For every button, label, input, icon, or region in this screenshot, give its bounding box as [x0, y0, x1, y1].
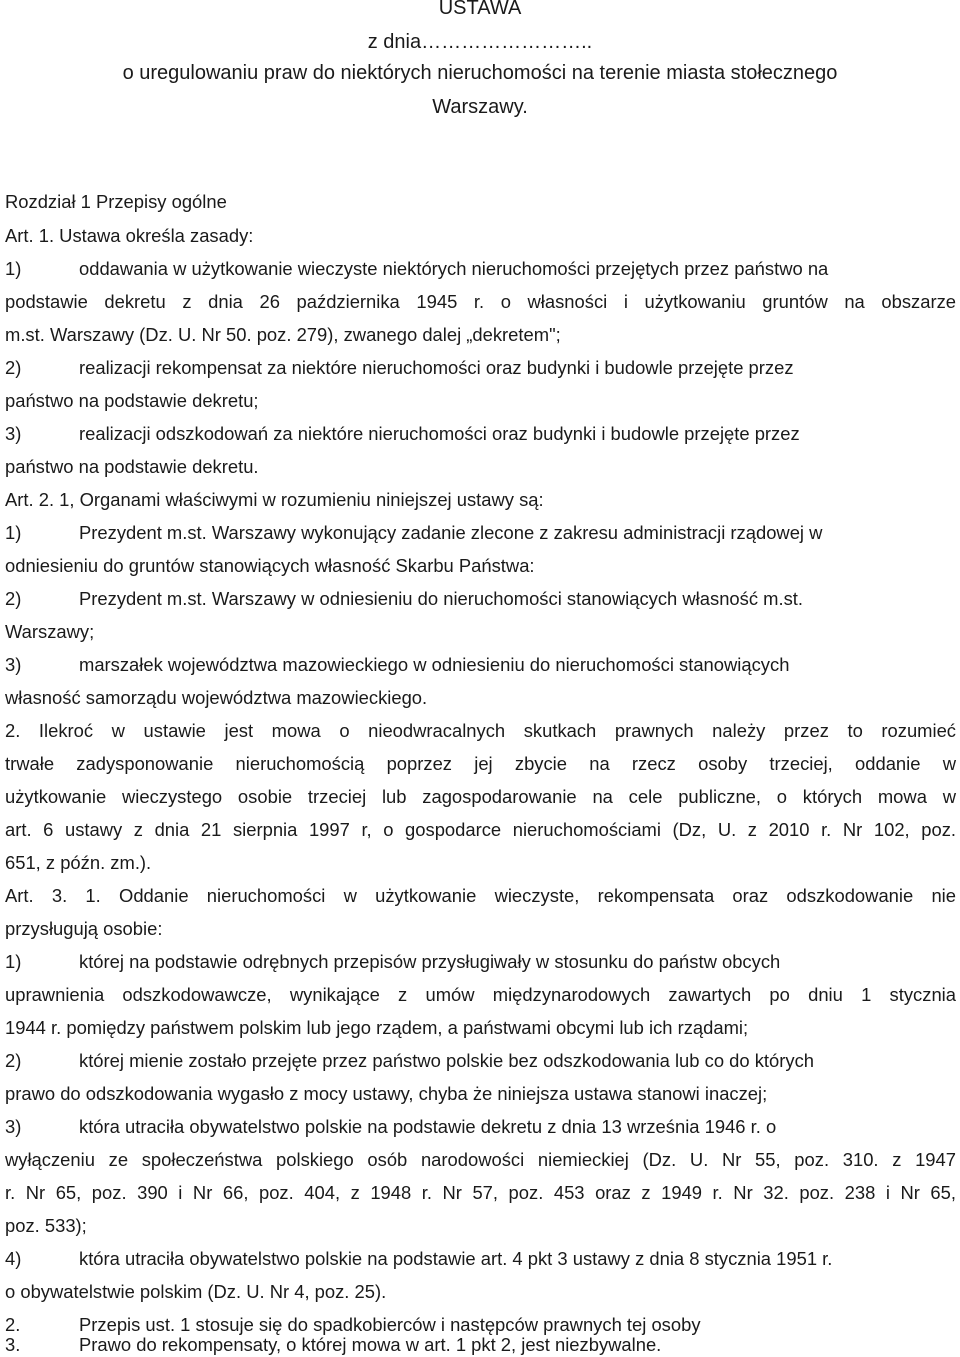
art3-point-2-number: 2)	[5, 1050, 22, 1071]
art2-point-2-text: Prezydent m.st. Warszawy w odniesieniu do nieruchomości stanowiących własność m.st.	[79, 588, 803, 609]
art2-section-2-line-3: użytkowanie wieczystego osobie trzeciej lub zagospodarowanie na cele publiczne, o których mowa w	[5, 786, 956, 807]
art2-section-2-line-5: 651, z późn. zm.).	[5, 852, 152, 873]
art1-point-2-number: 2)	[5, 357, 22, 378]
art2-point-2-line-2: Warszawy;	[5, 621, 95, 642]
art1-point-3-line-2: państwo na podstawie dekretu.	[5, 456, 259, 477]
act-subtitle-line-2: Warszawy.	[432, 96, 528, 118]
art3-point-4-text: która utraciła obywatelstwo polskie na podstawie art. 4 pkt 3 ustawy z dnia 8 stycznia 1951 r.	[79, 1248, 833, 1269]
art1-point-3-number: 3)	[5, 423, 22, 444]
art2-section-2-line-2: trwałe zadysponowanie nieruchomością poprzez jej zbycie na rzecz osoby trzeciej, oddanie w	[5, 753, 956, 774]
art3-point-1-text: której na podstawie odrębnych przepisów przysługiwały w stosunku do państw obcych	[79, 951, 781, 972]
art3-point-3-text: która utraciła obywatelstwo polskie na podstawie dekretu z dnia 13 września 1946 r. o	[79, 1116, 777, 1137]
act-date: z dnia……………………..	[367, 31, 593, 53]
art1-point-1-line-3: m.st. Warszawy (Dz. U. Nr 50. poz. 279), zwanego dalej „dekretem";	[5, 324, 561, 345]
art3-point-4-number: 4)	[5, 1248, 22, 1269]
art3-point-1-number: 1)	[5, 951, 22, 972]
art3-intro-line-1: Art. 3. 1. Oddanie nieruchomości w użytkowanie wieczyste, rekompensata oraz odszkodowanie nie	[5, 885, 956, 906]
art2-point-1-text: Prezydent m.st. Warszawy wykonujący zadanie zlecone z zakresu administracji rządowej w	[79, 522, 823, 543]
art1-point-2-text: realizacji rekompensat za niektóre nieruchomości oraz budynki i budowle przejęte przez	[79, 357, 794, 378]
chapter-heading: Rozdział 1 Przepisy ogólne	[5, 191, 227, 212]
art1-point-1-number: 1)	[5, 258, 22, 279]
act-subtitle-line-1: o uregulowaniu praw do niektórych nieruchomości na terenie miasta stołecznego	[122, 62, 838, 84]
art2-point-3-text: marszałek województwa mazowieckiego w odniesieniu do nieruchomości stanowiących	[79, 654, 790, 675]
art3-point-3-number: 3)	[5, 1116, 22, 1137]
art2-point-3-line-2: własność samorządu województwa mazowieckiego.	[5, 687, 428, 708]
art3-intro-line-2: przysługują osobie:	[5, 918, 163, 939]
art2-point-1-line-2: odniesieniu do gruntów stanowiących własność Skarbu Państwa:	[5, 555, 535, 576]
art2-point-2-number: 2)	[5, 588, 22, 609]
art3-section-2-number: 2.	[5, 1314, 21, 1335]
art3-point-3-line-4: poz. 533);	[5, 1215, 87, 1236]
act-title: USTAWA	[438, 0, 522, 19]
art3-point-3-line-2: wyłączeniu ze społeczeństwa polskiego osób narodowości niemieckiej (Dz. U. Nr 55, poz. 310. z 1947	[5, 1149, 956, 1170]
art3-point-2-line-2: prawo do odszkodowania wygasło z mocy ustawy, chyba że niniejsza ustawa stanowi inaczej;	[5, 1083, 768, 1104]
art2-section-2-line-4: art. 6 ustawy z dnia 21 sierpnia 1997 r, o gospodarce nieruchomościami (Dz, U. z 2010 r. Nr 102, poz.	[5, 819, 956, 840]
art1-point-3-text: realizacji odszkodowań za niektóre nieruchomości oraz budynki i budowle przejęte przez	[79, 423, 800, 444]
art3-point-1-line-2: uprawnienia odszkodowawcze, wynikające z umów międzynarodowych zawartych po dniu 1 stycznia	[5, 984, 956, 1005]
art1-point-1-text: oddawania w użytkowanie wieczyste niektórych nieruchomości przejętych przez państwo na	[79, 258, 829, 279]
art1-point-2-line-2: państwo na podstawie dekretu;	[5, 390, 259, 411]
art1-intro: Art. 1. Ustawa określa zasady:	[5, 225, 254, 246]
art2-section-2-line-1: 2. Ilekroć w ustawie jest mowa o nieodwracalnych skutkach prawnych należy przez to rozumieć	[5, 720, 956, 741]
art2-intro: Art. 2. 1, Organami właściwymi w rozumieniu niniejszej ustawy są:	[5, 489, 544, 510]
art3-point-1-line-3: 1944 r. pomiędzy państwem polskim lub jego rządem, a państwami obcymi lub ich rządami;	[5, 1017, 749, 1038]
art2-point-3-number: 3)	[5, 654, 22, 675]
art3-section-3-number: 3.	[5, 1334, 21, 1355]
art3-section-3-text: Prawo do rekompensaty, o której mowa w art. 1 pkt 2, jest niezbywalne.	[79, 1334, 662, 1355]
art3-point-4-line-2: o obywatelstwie polskim (Dz. U. Nr 4, poz. 25).	[5, 1281, 387, 1302]
art2-point-1-number: 1)	[5, 522, 22, 543]
art3-point-2-text: której mienie zostało przejęte przez państwo polskie bez odszkodowania lub co do których	[79, 1050, 814, 1071]
art3-point-3-line-3: r. Nr 65, poz. 390 i Nr 66, poz. 404, z 1948 r. Nr 57, poz. 453 oraz z 1949 r. Nr 32. poz. 238 i Nr 65,	[5, 1182, 956, 1203]
art3-section-2-text: Przepis ust. 1 stosuje się do spadkobierców i następców prawnych tej osoby	[79, 1314, 701, 1335]
art1-point-1-line-2: podstawie dekretu z dnia 26 października 1945 r. o własności i użytkowaniu gruntów na obszarze	[5, 291, 956, 312]
